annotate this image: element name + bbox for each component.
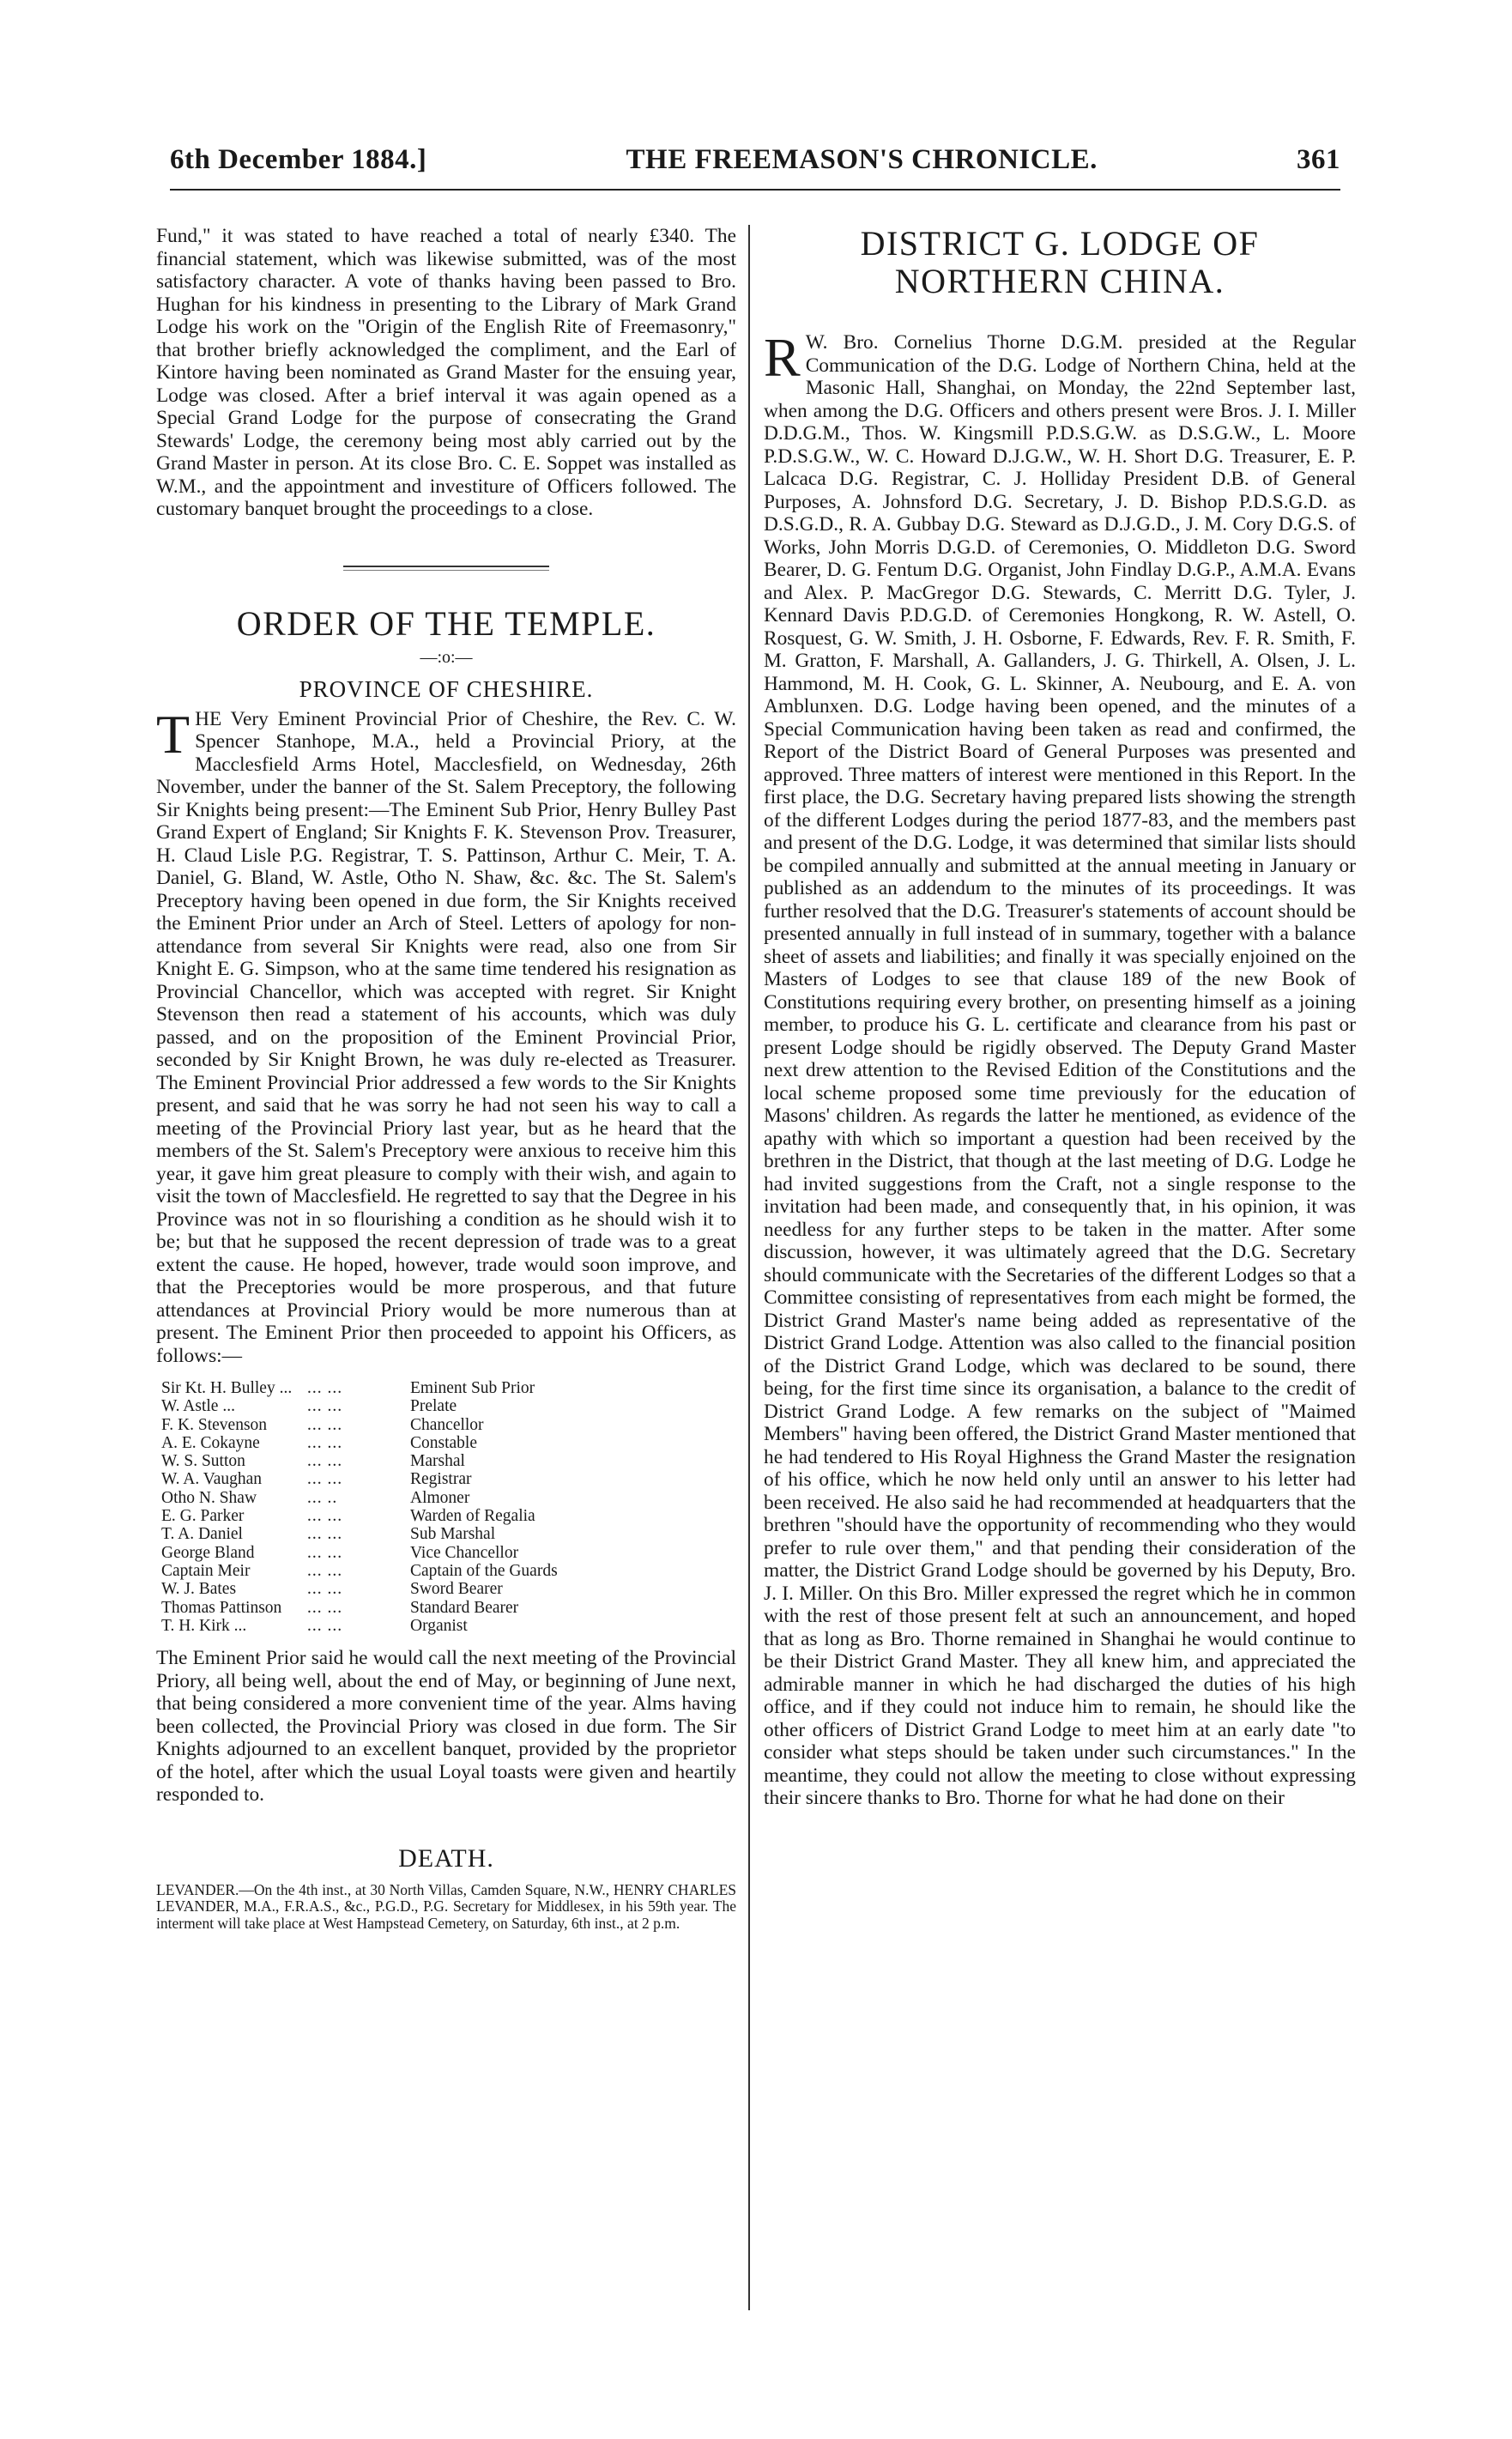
officer-office: Sub Marshal	[410, 1525, 496, 1544]
header-title: THE FREEMASON'S CHRONICLE.	[626, 144, 1098, 175]
officer-name: F. K. Stevenson	[161, 1415, 268, 1434]
officer-name: T. A. Daniel	[161, 1525, 243, 1544]
death-notice	[156, 1882, 736, 1933]
officer-row	[161, 1397, 736, 1415]
leader-dots: ... ...	[307, 1561, 343, 1580]
officer-row	[161, 1452, 736, 1470]
officers-list	[161, 1379, 736, 1635]
leader-dots: ... ...	[307, 1507, 343, 1526]
officer-row	[161, 1434, 736, 1452]
officer-office: Almoner	[410, 1488, 470, 1507]
dropcap-letter: R	[764, 327, 801, 388]
officer-name: Otho N. Shaw	[161, 1488, 257, 1507]
leader-dots: ... ...	[307, 1598, 343, 1617]
cheshire-body: HE Very Eminent Provincial Prior of Cheshire, the Rev. C. W. Spencer Stanhope, M.A., held a Provincial Priory, at the Macclesfield Arms Hotel, Macclesfield, on Wednesday, 26th November, under the banner of the St. Salem Preceptory, the following Sir Knights being present:—The Eminent Sub Prior, Henry Bulley Past Grand Expert of England; Sir Knights F. K. Stevenson Prov. Treasurer, H. Claud Lisle P.G. Registrar, T. S. Pattinson, Arthur C. Meir, T. A. Daniel, G. Bland, W. Astle, Otho N. Shaw, &c. &c. The St. Salem's Preceptory having been opened in due form, the Sir Knights received the Eminent Prior under an Arch of Steel. Letters of apology for non-attendance from several Sir Knights were read, also one from Sir Knight E. G. Simpson, who at the same time tendered his resignation as Provincial Chancellor, which was accepted with regret. Sir Knight Stevenson then read a statement of his accounts, which was duly passed, and on the proposition of the Eminent Provincial Prior, seconded by Sir Knight Brown, he was duly re-elected as Treasurer. The Eminent Provincial Prior addressed a few words to the Sir Knights present, and said that he was sorry he had not seen his way to call a meeting of the Provincial Priory last year, but as he heard that the members of the St. Salem's Preceptory were anxious to receive him this year, it gave him great pleasure to comply with their wish, and again to visit the town of Macclesfield. He regretted to say that the Degree in his Province was not in so flourishing a condition as he should wish it to be; but that he supposed the recent depression of trade was to a great extent the cause. He hoped, however, trade would soon improve, and that the Preceptories would be more prosperous, and that future attendances at Provincial Priory would be more numerous than at present. The Eminent Prior then proceeded to appoint his Officers, as follows:—	[156, 707, 736, 1367]
officer-row	[161, 1562, 736, 1580]
officer-office: Constable	[410, 1433, 477, 1452]
header-page-number: 361	[1297, 144, 1340, 175]
officer-office: Warden of Regalia	[410, 1507, 535, 1526]
order-of-temple-title: ORDER OF THE TEMPLE.	[236, 603, 656, 643]
header-rule	[170, 189, 1340, 191]
province-title: PROVINCE OF CHESHIRE.	[299, 675, 594, 702]
dropcap-letter: T	[156, 703, 191, 765]
officer-row	[161, 1416, 736, 1434]
section-divider	[343, 566, 549, 571]
officer-name: W. J. Bates	[161, 1580, 237, 1599]
death-title: DEATH.	[398, 1843, 494, 1873]
officer-office: Captain of the Guards	[410, 1561, 558, 1580]
officer-name: W. Astle ...	[161, 1397, 235, 1416]
officer-office: Organist	[410, 1616, 468, 1635]
officer-office: Standard Bearer	[410, 1598, 519, 1617]
officer-row	[161, 1379, 736, 1397]
officer-name: E. G. Parker	[161, 1507, 245, 1526]
officer-name: Thomas Pattinson	[161, 1598, 282, 1617]
cheshire-report	[156, 703, 736, 1368]
officer-name: Sir Kt. H. Bulley ...	[161, 1379, 293, 1397]
death-notice-surname: LEVANDER.	[156, 1880, 239, 1898]
leader-dots: ... ...	[307, 1397, 343, 1416]
officer-name: Captain Meir	[161, 1561, 251, 1580]
column-rule	[748, 225, 750, 2310]
leader-dots: ... ..	[307, 1488, 338, 1507]
intro-paragraph: Fund," it was stated to have reached a total of nearly £340. The financial statement, which was likewise submitted, was of the most satisfactory character. A vote of thanks having been passed to Bro. Hughan for his kindness in presenting to the Library of Mark Grand Lodge his work on the "Origin of the English Rite of Freemasonry," that brother briefly acknowledged the compliment, and the Earl of Kintore having been nominated as Grand Master for the ensuing year, Lodge was closed. After a brief interval it was again opened as a Special Grand Lodge for the purpose of consecrating the Grand Stewards' Lodge, the ceremony being most ably carried out by the Grand Master in person. At its close Bro. C. E. Soppet was installed as W.M., and the appointment and investiture of Officers followed. The customary banquet brought the proceedings to a close.	[156, 225, 736, 520]
officer-name: W. S. Sutton	[161, 1452, 245, 1471]
leader-dots: ... ...	[307, 1433, 343, 1452]
leader-dots: ... ...	[307, 1580, 343, 1599]
leader-dots: ... ...	[307, 1415, 343, 1434]
officer-row	[161, 1580, 736, 1598]
officer-office: Eminent Sub Prior	[410, 1379, 535, 1397]
header-date: 6th December 1884.]	[170, 144, 427, 175]
officer-name: A. E. Cokayne	[161, 1433, 260, 1452]
officer-name: George Bland	[161, 1543, 255, 1562]
officer-name: W. A. Vaughan	[161, 1470, 262, 1489]
officer-office: Chancellor	[410, 1415, 484, 1434]
page-header	[170, 144, 1340, 185]
officer-office: Registrar	[410, 1470, 472, 1489]
left-column	[156, 225, 736, 2302]
officer-name: T. H. Kirk ...	[161, 1616, 247, 1635]
leader-dots: ... ...	[307, 1470, 343, 1489]
officer-office: Prelate	[410, 1397, 457, 1416]
officer-row	[161, 1507, 736, 1525]
officer-office: Vice Chancellor	[410, 1543, 519, 1562]
section-ornament: —:o:—	[420, 647, 473, 667]
closing-paragraph: The Eminent Prior said he would call the next meeting of the Provincial Priory, all being well, about the end of May, or beginning of June next, that being considered a more convenient time of the year. Alms having been collected, the Provincial Priory was closed in due form. The Sir Knights adjourned to an excellent banquet, provided by the proprietor of the hotel, after which the usual Loyal toasts were given and heartily responded to.	[156, 1647, 736, 1807]
leader-dots: ... ...	[307, 1525, 343, 1544]
leader-dots: ... ...	[307, 1616, 343, 1635]
officer-row	[161, 1470, 736, 1488]
leader-dots: ... ...	[307, 1452, 343, 1471]
district-lodge-report	[764, 327, 1356, 1810]
district-lodge-title: DISTRICT G. LODGE OF NORTHERN CHINA.	[860, 225, 1260, 300]
officer-row	[161, 1599, 736, 1617]
officer-row	[161, 1617, 736, 1635]
officer-row	[161, 1544, 736, 1562]
leader-dots: ... ...	[307, 1543, 343, 1562]
officer-office: Sword Bearer	[410, 1580, 503, 1599]
officer-office: Marshal	[410, 1452, 465, 1471]
officer-row	[161, 1525, 736, 1543]
district-lodge-body: W. Bro. Cornelius Thorne D.G.M. presided at the Regular Communication of the D.G. Lodge of Northern China, held at the Masonic Hall, Shanghai, on Monday, the 22nd September last, when among the D.G. Officers and others present were Bros. J. I. Miller D.D.G.M., Thos. W. Kingsmill P.D.S.G.W. as D.S.G.W., L. Moore P.D.S.G.W., W. C. Howard D.J.G.W., W. H. Short D.G. Treasurer, E. P. Lalcaca D.G. Registrar, C. J. Holliday President D.B. of General Purposes, A. Johnsford D.G. Secretary, J. D. Bishop P.D.S.G.D. as D.S.G.D., R. A. Gubbay D.G. Steward as D.J.G.D., J. M. Cory D.G.S. of Works, John Morris D.G.D. of Ceremonies, O. Middleton D.G. Sword Bearer, D. G. Fentum D.G. Organist, John Findlay D.G.P., A.M.A. Evans and Alex. P. MacGregor D.G. Stewards, C. Merritt D.G. Tyler, J. Kennard Davis P.D.G.D. of Ceremonies Hongkong, R. W. Astell, O. Rosquest, G. W. Smith, J. H. Osborne, F. Edwards, Rev. F. R. Smith, F. M. Gratton, F. Marshall, A. Gallanders, J. G. Thirkell, A. Olsen, J. L. Hammond, M. H. Cook, G. L. Skinner, A. Neubourg, and E. A. von Amblunxen. D.G. Lodge having been opened, and the minutes of a Special Communication having been taken as read and confirmed, the Report of the District Board of General Purposes was presented and approved. Three matters of interest were mentioned in this Report. In the first place, the D.G. Secretary having prepared lists showing the strength of the different Lodges during the period 1877-83, and the members past and present of the D.G. Lodge, it was determined that similar lists should be compiled annually and submitted at the annual meeting in January or published as an addendum to the minutes of its proceedings. It was further resolved that the D.G. Treasurer's statements of account should be presented annually in full instead of in summary, together with a balance sheet of assets and liabilities; and finally it was specially enjoined on the Masters of Lodges to see that clause 189 of the new Book of Constitutions requiring every brother, on presenting himself as a joining member, to produce his G. L. certificate and clearance from his past or present Lodge should be rigidly observed. The Deputy Grand Master next drew attention to the Revised Edition of the Constitutions and the local scheme proposed some time previously for the education of Masons' children. As regards the latter he mentioned, as evidence of the apathy with which so important a question had been received by the brethren in the District, that though at the last meeting of D.G. Lodge he had invited suggestions from the Craft, not a single response to the invitation had been made, and consequently that, in his opinion, it was needless for any further steps to be taken in the matter. After some discussion, however, it was ultimately agreed that the D.G. Secretary should communicate with the Secretaries of the different Lodges so that a Committee consisting of representatives from each might be formed, the District Grand Master's name being added as representative of the District Grand Lodge. Attention was also called to the financial position of the District Grand Lodge, which was declared to be sound, there being, for the first time since its organisation, a balance to the credit of District Grand Lodge. A few remarks on the subject of "Maimed Members" having been offered, the District Grand Master mentioned that he had tendered to His Royal Highness the Grand Master the resignation of his office, which he now held only until an answer to his letter had been received. He also said he had recommended at headquarters that the brethren "should have the opportunity of recommending who they would prefer to rule over them," and that pending their consideration of the matter, the District Grand Lodge should be governed by his Deputy, Bro. J. I. Miller. On this Bro. Miller expressed the regret which he in common with the rest of those present felt at such an announcement, and hoped that as long as Bro. Thorne remained in Shanghai he would continue to be their District Grand Master. They all knew him, and appreciated the admirable manner in which he had discharged the duties of his high office, and if they could not induce him to remain, he should like the other officers of District Grand Lodge to meet him at an early date "to consider what steps should be taken under such circumstances." In the meantime, they could not allow the meeting to close without expressing their sincere thanks to Bro. Thorne for what he had done on their	[764, 331, 1356, 1809]
death-notice-text: —On the 4th inst., at 30 North Villas, Camden Square, N.W., HENRY CHARLES LEVANDER, M.A., F.R.A.S., &c., P.G.D., P.G. Secretary for Middlesex, in his 59th year. The interment will take place at West Hampstead Cemetery, on Saturday, 6th inst., at 2 p.m.	[156, 1880, 736, 1932]
leader-dots: ... ...	[307, 1379, 343, 1397]
right-column	[764, 225, 1356, 2439]
officer-row	[161, 1489, 736, 1507]
